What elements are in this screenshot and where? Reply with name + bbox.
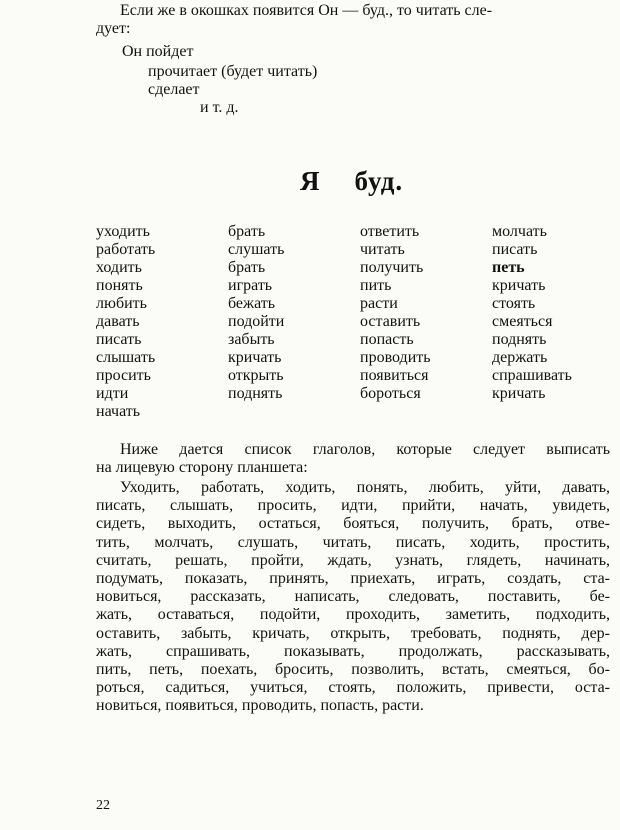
- section-heading: [300, 166, 403, 197]
- heading-tense: буд.: [354, 166, 404, 196]
- verb-list-paragraph: [96, 479, 610, 716]
- verb-word: понять: [96, 277, 143, 294]
- verb-word: идти: [96, 385, 129, 402]
- verb-word: бороться: [360, 385, 421, 402]
- verb-word: появиться: [360, 367, 429, 384]
- paragraph-line: на лицевую сторону планшета:: [96, 459, 308, 477]
- intro-line-2: дует:: [96, 20, 131, 37]
- verb-column-1: [96, 223, 155, 421]
- verb-word: получить: [360, 259, 424, 276]
- paragraph-line: оставить, забыть, кричать, открыть, требовать, поднять, дер-: [96, 624, 610, 642]
- paragraph-line: писать, слышать, просить, идти, прийти, начать, увидеть,: [96, 497, 610, 515]
- verb-word: ходить: [96, 259, 142, 276]
- paragraph-line: тить, молчать, слушать, читать, писать, ходить, простить,: [96, 533, 610, 551]
- verb-word: начать: [96, 403, 141, 420]
- verb-word: поднять: [492, 331, 547, 348]
- paragraph-line: роться, садиться, учиться, стоять, положить, привести, оста-: [96, 679, 610, 697]
- paragraph-line: пить, петь, поехать, бросить, позволить, встать, смеяться, бо-: [96, 661, 610, 679]
- verb-word: молчать: [492, 223, 547, 240]
- example-line-2: прочитает (будет читать): [148, 63, 318, 80]
- verb-word: кричать: [492, 277, 546, 294]
- verb-column-2: [228, 223, 284, 403]
- paragraph-line: жать, спрашивать, показывать, продолжать, рассказывать,: [96, 642, 610, 660]
- verb-word: смеяться: [492, 313, 553, 330]
- verb-word: играть: [228, 277, 273, 294]
- verb-word: спрашивать: [492, 367, 572, 384]
- verb-word: поднять: [228, 385, 283, 402]
- verb-word: открыть: [228, 367, 284, 384]
- verb-word: бежать: [228, 295, 276, 312]
- verb-word: брать: [228, 223, 266, 240]
- paragraph-line: считать, решать, пройти, ждать, узнать, глядеть, начинать,: [96, 551, 610, 569]
- intro-line-1: Если же в окошках появится Он — буд., то читать сле-: [120, 2, 493, 19]
- paragraph-line: Уходить, работать, ходить, понять, любить, уйти, давать,: [120, 479, 610, 496]
- verb-word: кричать: [228, 349, 282, 366]
- verb-word: любить: [96, 295, 147, 312]
- verb-word: давать: [96, 313, 140, 330]
- verb-word: брать: [228, 259, 266, 276]
- verb-word: кричать: [492, 385, 546, 402]
- page-number: 22: [96, 798, 110, 813]
- verb-word: писать: [492, 241, 538, 258]
- verb-word: петь: [492, 259, 525, 276]
- verb-word: оставить: [360, 313, 421, 330]
- example-line-3: сделает: [148, 81, 200, 98]
- verb-word: работать: [96, 241, 156, 258]
- verb-word: проводить: [360, 349, 431, 366]
- verb-column-3: [360, 223, 431, 403]
- verb-word: стоять: [492, 295, 536, 312]
- verb-word: расти: [360, 295, 398, 312]
- verb-word: писать: [96, 331, 142, 348]
- paragraph-line: Ниже дается список глаголов, которые следует выписать: [120, 441, 610, 458]
- verb-column-4: [492, 223, 572, 403]
- verb-word: читать: [360, 241, 405, 258]
- verb-word: просить: [96, 367, 151, 384]
- verb-word: забыть: [228, 331, 275, 348]
- verb-word: попасть: [360, 331, 414, 348]
- verb-word: держать: [492, 349, 548, 366]
- verb-word: ответить: [360, 223, 420, 240]
- verb-word: подойти: [228, 313, 285, 330]
- verb-word: слушать: [228, 241, 285, 258]
- example-line-1: Он пойдет: [122, 43, 194, 60]
- example-line-4: и т. д.: [200, 99, 239, 116]
- list-intro-paragraph: [96, 441, 610, 477]
- verb-word: пить: [360, 277, 392, 294]
- heading-pronoun: Я: [300, 166, 321, 196]
- paragraph-line: сидеть, выходить, остаться, бояться, получить, брать, отве-: [96, 515, 610, 533]
- paragraph-line: новиться, рассказать, написать, следовать, поставить, бе-: [96, 588, 610, 606]
- paragraph-line: новиться, появиться, проводить, попасть, расти.: [96, 697, 424, 715]
- paragraph-line: подумать, показать, принять, приехать, играть, создать, ста-: [96, 570, 610, 588]
- paragraph-line: жать, оставаться, подойти, проходить, заметить, подходить,: [96, 606, 610, 624]
- verb-word: уходить: [96, 223, 150, 240]
- verb-word: слышать: [96, 349, 156, 366]
